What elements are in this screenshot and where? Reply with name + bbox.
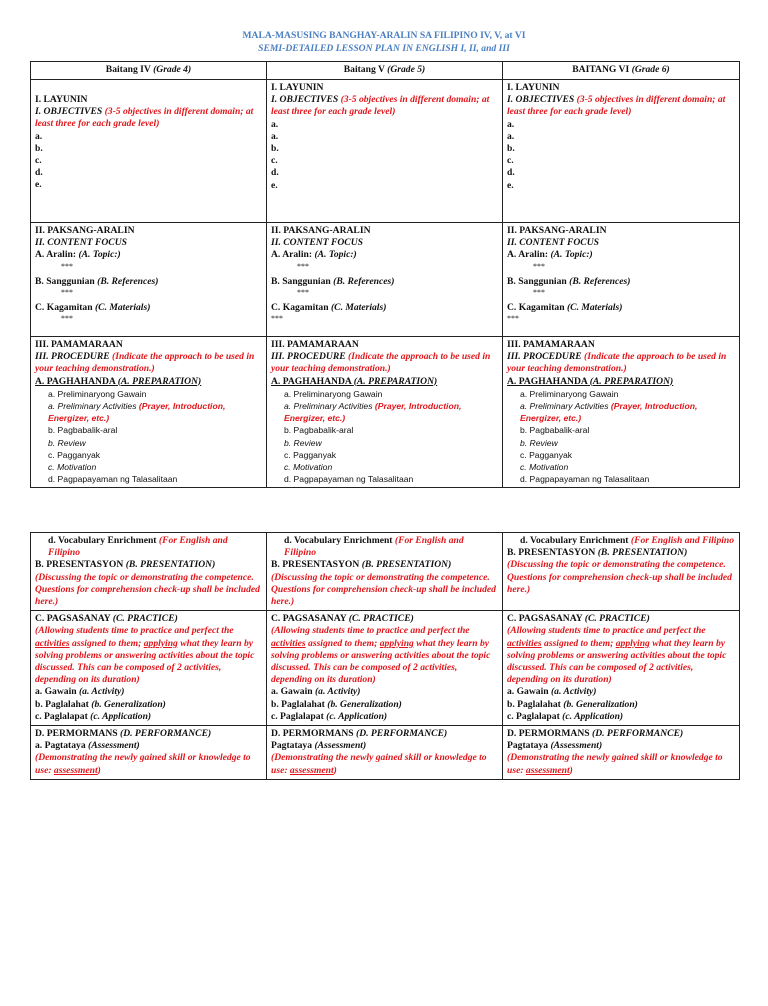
cell-text: II. CONTENT FOCUS	[271, 237, 363, 249]
cell-text	[35, 752, 262, 776]
cell-text: e.	[271, 179, 278, 191]
cell-text: b. Paglalahat	[271, 698, 328, 710]
cell-text	[271, 351, 498, 375]
performance-cell-grade5	[267, 726, 503, 780]
cell-text: b. Paglalahat	[507, 698, 564, 710]
cell-text: (C. PRACTICE)	[348, 613, 414, 625]
cell-text	[507, 613, 735, 625]
cell-text: (Demonstrating the newly gained skill or knowledge to use:	[35, 752, 251, 776]
cell-text: C. PAGSASANAY	[507, 613, 585, 625]
cell-text: (D. PERFORMANCE)	[592, 728, 684, 740]
cell-text: (c. Application)	[326, 710, 388, 722]
cell-text: B. Sanggunian	[35, 275, 98, 287]
cell-text	[271, 535, 498, 559]
cell-text: (b. Generalization)	[563, 698, 638, 710]
cell-text: b.	[271, 143, 279, 155]
cell-text: assigned to them;	[541, 637, 616, 649]
practice-cell-grade5	[267, 611, 503, 726]
cell-text: b. Review	[48, 437, 86, 448]
cell-text: ***	[271, 314, 283, 324]
cell-text: a. Preliminary Activities	[48, 401, 139, 412]
cell-text: (3-5 objectives in different domain; at least three for each grade level)	[271, 94, 490, 118]
presentation-cell-grade5	[267, 533, 503, 611]
cell-text	[35, 376, 262, 388]
cell-text	[35, 276, 262, 288]
cell-text	[507, 699, 735, 711]
cell-text	[35, 559, 262, 571]
cell-text: (D. PERFORMANCE)	[356, 728, 448, 740]
cell-text: II. CONTENT FOCUS	[507, 237, 599, 249]
cell-text: III. PROCEDURE	[35, 351, 113, 363]
cell-text: A. PAGHAHANDA	[35, 375, 118, 387]
grade-6-header	[503, 62, 740, 80]
cell-text: B. PRESENTASYON	[35, 559, 126, 571]
cell-text: e.	[507, 179, 514, 191]
cell-text: assessment	[525, 764, 570, 776]
cell-text: what they learn by solving problems or answering activities about the topic discussed. This can be composed of 2 activities, depending on its duration)	[35, 637, 255, 686]
cell-text	[507, 276, 735, 288]
cell-text: C. Kagamitan	[271, 301, 331, 313]
cell-text: (Prayer, Introduction, Energizer, etc.)	[48, 401, 226, 424]
cell-text: e.	[35, 179, 42, 191]
cell-text: activities	[507, 637, 542, 649]
cell-text: III. PAMAMARAAN	[35, 339, 123, 350]
cell-text: assessment	[289, 764, 334, 776]
cell-text: (Assessment)	[88, 740, 140, 752]
cell-text	[35, 400, 262, 424]
cell-text: c. Motivation	[284, 462, 333, 473]
cell-text: c. Motivation	[48, 462, 97, 473]
cell-text	[35, 699, 262, 711]
performance-cell-grade4	[31, 726, 267, 780]
cell-text: assigned to them;	[305, 637, 380, 649]
cell-text: a. Preliminaryong Gawain	[284, 388, 383, 399]
cell-text	[507, 400, 735, 424]
cell-text: (B. PRESENTATION)	[597, 547, 688, 559]
cell-text: (A. PREPARATION)	[117, 375, 202, 387]
cell-text: c. Paglalapat	[507, 710, 563, 722]
objectives-row	[31, 80, 740, 223]
cell-text: what they learn by solving problems or answering activities about the topic discussed. This can be composed of 2 activities, depending on its duration)	[271, 637, 491, 686]
cell-text: b. Review	[520, 437, 558, 448]
cell-text	[271, 625, 498, 686]
cell-text: a. Gawain	[35, 686, 79, 698]
cell-text: D. PERMORMANS	[507, 728, 593, 740]
cell-text	[507, 388, 735, 486]
objectives-cell-grade4	[31, 80, 267, 223]
cell-text	[35, 686, 262, 698]
document-title-filipino: MALA-MASUSING BANGHAY-ARALIN SA FILIPINO IV, V, at VI	[242, 30, 526, 41]
cell-text: a. Preliminary Activities	[520, 401, 611, 412]
cell-text: ***	[297, 287, 309, 297]
cell-text: c. Pagganyak	[284, 449, 337, 460]
cell-text: (A. Topic:)	[550, 249, 593, 261]
cell-text: A. PAGHAHANDA	[271, 375, 354, 387]
content-cell-grade4	[31, 223, 267, 337]
cell-text	[271, 711, 498, 723]
cell-text: (For English and Filipino	[284, 535, 464, 559]
cell-text: (For English and Filipino	[630, 535, 735, 546]
cell-text: (Demonstrating the newly gained skill or knowledge to use:	[271, 752, 487, 776]
cell-text	[35, 535, 262, 559]
cell-text: d. Vocabulary Enrichment	[520, 535, 631, 546]
cell-text: II. PAKSANG-ARALIN	[507, 225, 607, 236]
cell-text: (B. PRESENTATION)	[361, 559, 452, 571]
cell-text	[507, 728, 735, 740]
cell-text: a.	[271, 130, 279, 142]
procedure-row	[31, 337, 740, 488]
cell-text: (Allowing students time to practice and perfect the	[507, 625, 706, 637]
practice-cell-grade4	[31, 611, 267, 726]
cell-text: (Allowing students time to practice and perfect the	[271, 625, 470, 637]
cell-text: ***	[61, 287, 73, 297]
cell-text: d. Vocabulary Enrichment	[284, 535, 395, 546]
cell-text: c. Motivation	[520, 462, 569, 473]
cell-text: (a. Activity)	[78, 686, 125, 698]
objectives-cell-grade6	[503, 80, 740, 223]
grade-header-row	[31, 62, 740, 80]
cell-text: A. Aralin:	[271, 249, 315, 261]
cell-text: (Allowing students time to practice and perfect the	[35, 625, 234, 637]
cell-text: b.	[507, 143, 515, 155]
cell-text: (Grade 4)	[153, 64, 192, 76]
cell-text	[507, 535, 735, 547]
cell-text	[271, 388, 498, 486]
cell-text	[271, 376, 498, 388]
content-focus-row	[31, 223, 740, 337]
performance-cell-grade6	[503, 726, 740, 780]
cell-text: (3-5 objectives in different domain; at least three for each grade level)	[507, 94, 726, 118]
performance-row	[31, 726, 740, 780]
cell-text	[271, 752, 498, 776]
cell-text: b.	[35, 142, 43, 154]
cell-text: )	[97, 764, 101, 776]
cell-text	[35, 740, 262, 752]
cell-text: a.	[35, 130, 43, 142]
procedure-cell-grade4	[31, 337, 267, 488]
cell-text	[271, 728, 498, 740]
cell-text: Pagtataya	[507, 740, 551, 752]
cell-text: a.	[507, 130, 515, 142]
cell-text: ***	[507, 314, 519, 324]
cell-text: A. Aralin:	[507, 249, 551, 261]
cell-text: applying	[379, 637, 414, 649]
cell-text: (3-5 objectives in different domain; at least three for each grade level)	[35, 106, 254, 130]
procedure-cell-grade6	[503, 337, 740, 488]
document-title-english: SEMI-DETAILED LESSON PLAN IN ENGLISH I, II, and III	[258, 43, 510, 54]
cell-text: I. OBJECTIVES	[35, 106, 105, 118]
cell-text: (Discussing the topic or demonstrating the competence. Questions for comprehension check-up shall be included here.)	[507, 559, 732, 595]
cell-text	[35, 351, 262, 375]
cell-text: C. Kagamitan	[35, 301, 95, 313]
cell-text: D. PERMORMANS	[35, 728, 121, 740]
cell-text: ***	[297, 261, 309, 271]
cell-text: (Indicate the approach to be used in your teaching demonstration.)	[507, 351, 727, 375]
cell-text: A. Aralin:	[35, 249, 79, 261]
cell-text: d. Vocabulary Enrichment	[48, 535, 159, 546]
cell-text: d.	[507, 167, 515, 179]
cell-text: ***	[533, 261, 545, 271]
cell-text	[271, 400, 498, 424]
cell-text: (Grade 5)	[387, 64, 426, 76]
grade-4-header	[31, 62, 267, 80]
cell-text: II. CONTENT FOCUS	[35, 237, 127, 249]
cell-text: a. Preliminaryong Gawain	[520, 388, 619, 399]
cell-text: c. Pagganyak	[48, 449, 101, 460]
cell-text: (Prayer, Introduction, Energizer, etc.)	[284, 401, 462, 424]
cell-text: )	[569, 764, 573, 776]
cell-text: )	[333, 764, 337, 776]
cell-text	[507, 752, 735, 776]
cell-text: (c. Application)	[90, 710, 152, 722]
content-cell-grade5	[267, 223, 503, 337]
presentation-row	[31, 533, 740, 611]
cell-text: (A. PREPARATION)	[589, 375, 674, 387]
cell-text: b. Review	[284, 437, 322, 448]
cell-text: d. Pagpapayaman ng Talasalitaan	[48, 474, 178, 485]
cell-text: b. Paglalahat	[35, 698, 92, 710]
cell-text: (C. Materials)	[566, 301, 623, 313]
practice-cell-grade6	[503, 611, 740, 726]
cell-text	[507, 740, 735, 752]
cell-text: a.	[271, 118, 279, 130]
cell-text: a.	[507, 118, 515, 130]
objectives-cell-grade5	[267, 80, 503, 223]
cell-text: (Indicate the approach to be used in your teaching demonstration.)	[271, 351, 491, 375]
cell-text: ***	[61, 261, 73, 271]
cell-text	[271, 302, 498, 314]
cell-text: (B. References)	[333, 275, 395, 287]
cell-text	[507, 249, 735, 261]
cell-text: c. Pagganyak	[520, 449, 573, 460]
cell-text: activities	[35, 637, 70, 649]
cell-text	[35, 711, 262, 723]
cell-text: (A. Topic:)	[314, 249, 357, 261]
cell-text: d. Pagpapayaman ng Talasalitaan	[520, 474, 650, 485]
cell-text: (Indicate the approach to be used in your teaching demonstration.)	[35, 351, 255, 375]
cell-text: III. PROCEDURE	[507, 351, 585, 363]
cell-text	[507, 302, 735, 314]
cell-text: ***	[533, 287, 545, 297]
cell-text: III. PROCEDURE	[271, 351, 349, 363]
cell-text: c.	[507, 155, 514, 167]
content-cell-grade6	[503, 223, 740, 337]
cell-text: III. PAMAMARAAN	[271, 339, 359, 350]
cell-text	[271, 94, 498, 118]
cell-text: I. OBJECTIVES	[507, 94, 577, 106]
cell-text: (For English and Filipino	[48, 535, 228, 559]
cell-text: (C. PRACTICE)	[584, 613, 650, 625]
cell-text	[35, 728, 262, 740]
cell-text: assessment	[53, 764, 98, 776]
cell-text: (Prayer, Introduction, Energizer, etc.)	[520, 401, 698, 424]
cell-text: c.	[271, 155, 278, 167]
cell-text: (a. Activity)	[550, 686, 597, 698]
cell-text: b. Pagbabalik-aral	[284, 425, 354, 436]
cell-text	[271, 276, 498, 288]
procedure-cell-grade5	[267, 337, 503, 488]
cell-text: (Demonstrating the newly gained skill or knowledge to use:	[507, 752, 723, 776]
cell-text: (c. Application)	[562, 710, 624, 722]
cell-text	[507, 686, 735, 698]
cell-text	[271, 686, 498, 698]
cell-text: D. PERMORMANS	[271, 728, 357, 740]
cell-text: A. PAGHAHANDA	[507, 375, 590, 387]
cell-text: II. PAKSANG-ARALIN	[271, 225, 371, 236]
cell-text	[271, 559, 498, 571]
cell-text: (b. Generalization)	[91, 698, 166, 710]
cell-text: a. Pagtataya	[35, 740, 89, 752]
cell-text: I. LAYUNIN	[35, 94, 88, 105]
cell-text	[35, 613, 262, 625]
cell-text: (C. PRACTICE)	[112, 613, 178, 625]
cell-text	[507, 547, 735, 559]
cell-text	[507, 351, 735, 375]
cell-text: (Discussing the topic or demonstrating the competence. Questions for comprehension check-up shall be included here.)	[271, 571, 496, 608]
cell-text: (b. Generalization)	[327, 698, 402, 710]
cell-text	[35, 106, 262, 130]
cell-text: B. PRESENTASYON	[507, 547, 598, 559]
cell-text: Pagtataya	[271, 740, 315, 752]
cell-text: a. Preliminaryong Gawain	[48, 388, 147, 399]
lesson-plan-table-part1	[30, 61, 740, 488]
cell-text: B. PRESENTASYON	[271, 559, 362, 571]
cell-text: activities	[271, 637, 306, 649]
cell-text	[35, 625, 262, 686]
cell-text: (B. References)	[97, 275, 159, 287]
cell-text: Baitang V	[343, 64, 388, 76]
cell-text	[271, 740, 498, 752]
cell-text: (B. PRESENTATION)	[125, 559, 216, 571]
cell-text: Baitang IV	[105, 64, 154, 76]
grade-5-header	[267, 62, 503, 80]
cell-text	[507, 376, 735, 388]
practice-row	[31, 611, 740, 726]
cell-text: (A. PREPARATION)	[353, 375, 438, 387]
cell-text: (Assessment)	[550, 740, 603, 752]
cell-text	[35, 249, 262, 261]
cell-text: c. Paglalapat	[35, 710, 91, 722]
cell-text	[271, 249, 498, 261]
cell-text: C. PAGSASANAY	[271, 613, 349, 625]
cell-text: (D. PERFORMANCE)	[120, 728, 212, 740]
cell-text: B. Sanggunian	[271, 275, 334, 287]
cell-text: III. PAMAMARAAN	[507, 339, 595, 350]
cell-text: C. PAGSASANAY	[35, 613, 113, 625]
cell-text: a. Gawain	[507, 686, 551, 698]
cell-text: applying	[615, 637, 650, 649]
cell-text: d.	[35, 167, 43, 179]
cell-text: I. LAYUNIN	[507, 82, 560, 93]
cell-text: (B. References)	[569, 275, 631, 287]
cell-text	[507, 711, 735, 723]
cell-text: (Discussing the topic or demonstrating the competence. Questions for comprehension check-up shall be included here.)	[35, 571, 260, 608]
cell-text: I. LAYUNIN	[271, 82, 324, 93]
cell-text	[35, 302, 262, 314]
cell-text: BAITANG VI	[572, 64, 632, 76]
cell-text	[271, 613, 498, 625]
cell-text: B. Sanggunian	[507, 275, 570, 287]
cell-text	[271, 699, 498, 711]
cell-text: (A. Topic:)	[78, 249, 121, 261]
cell-text: (a. Activity)	[314, 686, 361, 698]
cell-text: ***	[61, 314, 73, 324]
cell-text: b. Pagbabalik-aral	[48, 425, 118, 436]
cell-text: applying	[143, 637, 178, 649]
cell-text: c.	[35, 155, 42, 167]
cell-text: (Assessment)	[314, 740, 367, 752]
cell-text: II. PAKSANG-ARALIN	[35, 225, 135, 236]
cell-text: I. OBJECTIVES	[271, 94, 341, 106]
cell-text: d. Pagpapayaman ng Talasalitaan	[284, 474, 414, 485]
cell-text: (C. Materials)	[94, 301, 151, 313]
presentation-cell-grade6	[503, 533, 740, 611]
cell-text	[507, 94, 735, 118]
cell-text: a. Gawain	[271, 686, 315, 698]
cell-text	[507, 625, 735, 686]
cell-text: (Grade 6)	[631, 64, 670, 76]
presentation-cell-grade4	[31, 533, 267, 611]
cell-text: what they learn by solving problems or answering activities about the topic discussed. This can be composed of 2 activities, depending on its duration)	[507, 637, 727, 686]
cell-text: (C. Materials)	[330, 301, 387, 313]
cell-text: C. Kagamitan	[507, 301, 567, 313]
lesson-plan-table-part2	[30, 532, 740, 780]
cell-text	[35, 388, 262, 486]
cell-text: c. Paglalapat	[271, 710, 327, 722]
cell-text: a. Preliminary Activities	[284, 401, 375, 412]
cell-text: assigned to them;	[69, 637, 144, 649]
cell-text: d.	[271, 167, 279, 179]
cell-text: b. Pagbabalik-aral	[520, 425, 590, 436]
